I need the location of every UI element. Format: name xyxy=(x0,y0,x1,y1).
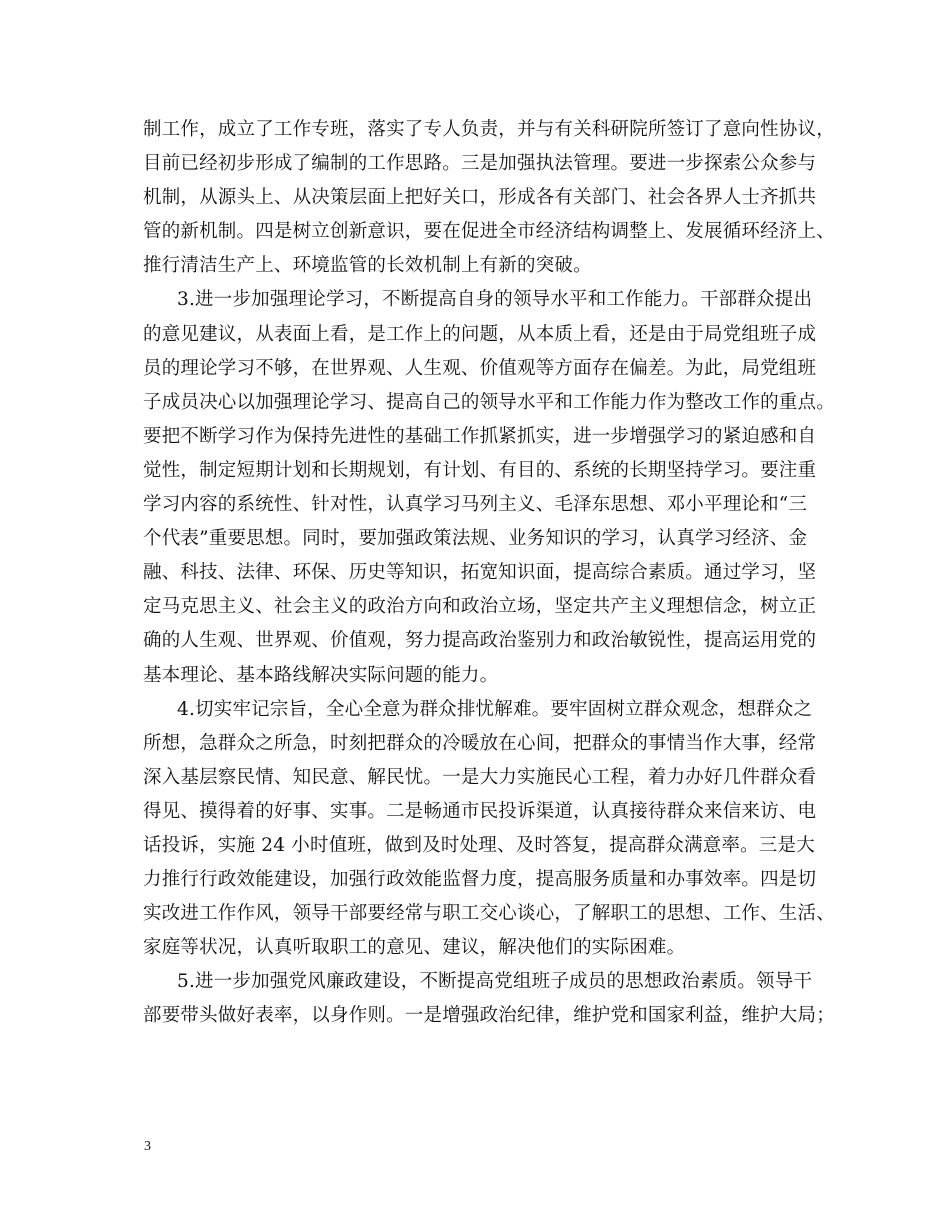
paragraph-2-line-4: 子成员决心以加强理论学习、提高自己的领导水平和工作能力作为整改工作的重点。 xyxy=(143,391,835,413)
document-body xyxy=(143,113,835,1034)
paragraph-1-line-1: 制工作，成立了工作专班，落实了专人负责，并与有关科研院所签订了意向性协议， xyxy=(143,119,835,140)
paragraph-3-line-6: 力推行行政效能建设，加强行政效能监督力度，提高服务质量和办事效率。四是切 xyxy=(143,869,817,891)
paragraph-3-line-7: 实改进工作作风，领导干部要经常与职工交心谈心，了解职工的思想、工作、生活、 xyxy=(143,903,835,925)
paragraph-2-line-2: 的意见建议，从表面上看，是工作上的问题，从本质上看，还是由于局党组班子成 xyxy=(143,323,817,345)
paragraph-3-line-8: 家庭等状况，认真听取职工的意见、建议，解决他们的实际困难。 xyxy=(143,937,686,959)
paragraph-4-line-1: 5.进一步加强党风廉政建设，不断提高党组班子成员的思想政治素质。领导干 xyxy=(177,971,813,993)
paragraph-3-line-4: 得见、摸得着的好事、实事。二是畅通市民投诉渠道，认真接待群众来信来访、电 xyxy=(143,800,817,822)
paragraph-4-line-2: 部要带头做好表率，以身作则。一是增强政治纪律，维护党和国家利益，维护大局； xyxy=(143,1005,835,1027)
page-number: 3 xyxy=(144,1139,151,1154)
paragraph-2-line-8: 个代表”重要思想。同时，要加强政策法规、业务知识的学习，认真学习经济、金 xyxy=(143,528,808,550)
paragraph-2-line-7: 学习内容的系统性、针对性，认真学习马列主义、毛泽东思想、邓小平理论和“三 xyxy=(143,494,808,516)
paragraph-2-line-10: 定马克思主义、社会主义的政治方向和政治立场，坚定共产主义理想信念，树立正 xyxy=(143,596,817,618)
paragraph-1-line-4: 管的新机制。四是树立创新意识，要在促进全市经济结构调整上、发展循环经济上、 xyxy=(143,221,835,243)
paragraph-1-line-2: 目前已经初步形成了编制的工作思路。三是加强执法管理。要进一步探索公众参与 xyxy=(143,153,817,175)
paragraph-2-line-9: 融、科技、法律、环保、历史等知识，拓宽知识面，提高综合素质。通过学习，坚 xyxy=(143,562,817,584)
paragraph-3-line-3: 深入基层察民情、知民意、解民忧。一是大力实施民心工程，着力办好几件群众看 xyxy=(143,766,817,788)
paragraph-2-line-6: 觉性，制定短期计划和长期规划，有计划、有目的、系统的长期坚持学习。要注重 xyxy=(143,459,817,481)
paragraph-3-line-2: 所想，急群众之所急，时刻把群众的冷暖放在心间，把群众的事情当作大事，经常 xyxy=(143,732,817,754)
paragraph-2-line-12: 基本理论、基本路线解决实际问题的能力。 xyxy=(143,664,499,686)
paragraph-2-line-11: 确的人生观、世界观、价值观，努力提高政治鉴别力和政治敏锐性，提高运用党的 xyxy=(143,630,817,652)
paragraph-3-line-5: 话投诉，实施 24 小时值班，做到及时处理、及时答复，提高群众满意率。三是大 xyxy=(143,834,815,856)
paragraph-2-line-5: 要把不断学习作为保持先进性的基础工作抓紧抓实，进一步增强学习的紧迫感和自 xyxy=(143,425,817,447)
paragraph-1-line-3: 机制，从源头上、从决策层面上把好关口，形成各有关部门、社会各界人士齐抓共 xyxy=(143,187,817,209)
paragraph-2-line-3: 员的理论学习不够，在世界观、人生观、价值观等方面存在偏差。为此，局党组班 xyxy=(143,357,817,379)
paragraph-3-line-1: 4.切实牢记宗旨，全心全意为群众排忧解难。要牢固树立群众观念，想群众之 xyxy=(177,698,813,720)
paragraph-2-line-1: 3.进一步加强理论学习，不断提高自身的领导水平和工作能力。干部群众提出 xyxy=(177,289,813,311)
paragraph-1-line-5: 推行清洁生产上、环境监管的长效机制上有新的突破。 xyxy=(143,255,592,277)
